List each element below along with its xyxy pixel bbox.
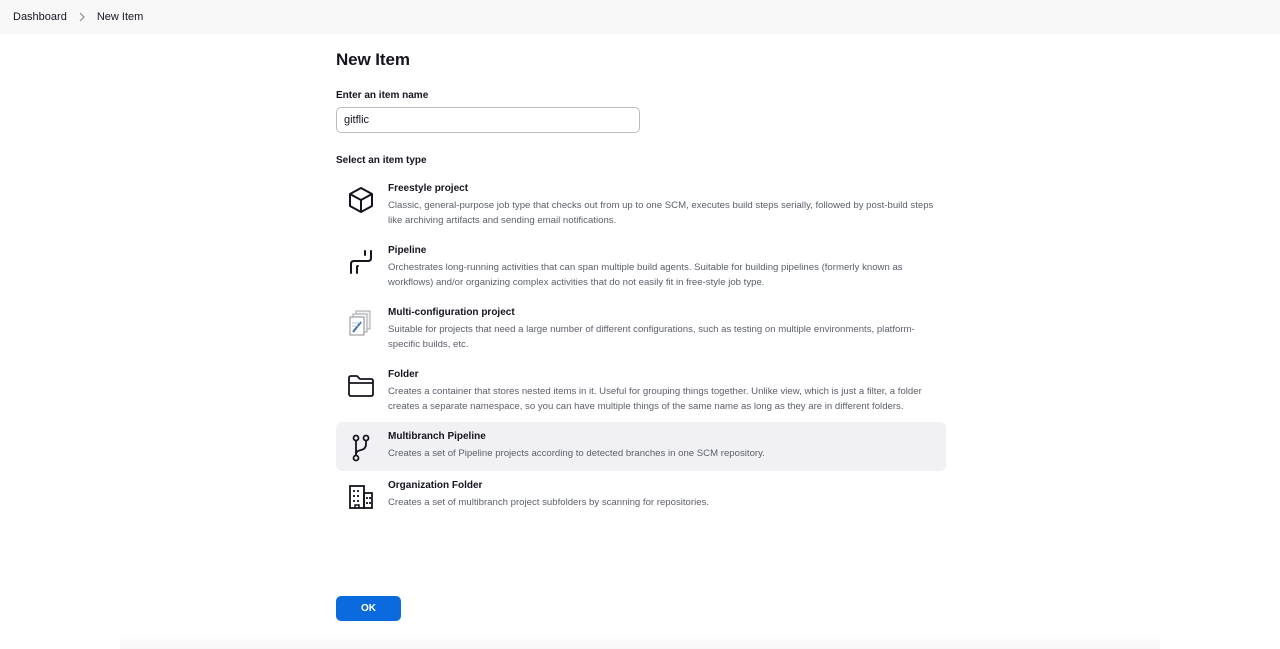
new-item-form — [336, 34, 946, 520]
breadcrumb-dashboard[interactable]: Dashboard — [13, 11, 67, 23]
multi-config-icon — [346, 309, 376, 339]
item-type-description: Classic, general-purpose job type that checks out from up to one SCM, executes build steps serially, followed by post-build steps like archiving artifacts and sending email notifications. — [388, 200, 934, 226]
chevron-right-icon — [77, 12, 87, 22]
item-type-multi-configuration[interactable] — [336, 298, 946, 360]
item-name-label: Enter an item name — [336, 90, 429, 101]
breadcrumb-bar — [0, 0, 1280, 34]
item-type-description: Creates a set of multibranch project subfolders by scanning for repositories. — [388, 497, 710, 508]
item-type-name: Folder — [388, 369, 419, 380]
item-type-organization-folder[interactable] — [336, 471, 946, 520]
item-type-description: Creates a set of Pipeline projects according to detected branches in one SCM repository. — [388, 448, 765, 459]
cube-icon — [346, 185, 376, 215]
item-type-name: Freestyle project — [388, 183, 469, 194]
item-type-description: Creates a container that stores nested items in it. Useful for grouping things together. Unlike view, which is just a filter, a folder creates a separate namespace, so you can have multiple things of the same name as long as they are in different folders. — [388, 386, 922, 412]
item-type-description: Orchestrates long-running activities that can span multiple build agents. Suitable for building pipelines (formerly known as workflows) and/or organizing complex activities that do not easily fit in free-style job type. — [388, 262, 903, 288]
footer-shadow — [120, 634, 1160, 649]
item-type-description: Suitable for projects that need a large number of different configurations, such as testing on multiple environments, platform-specific builds, etc. — [388, 324, 915, 350]
item-type-name: Pipeline — [388, 245, 427, 256]
item-type-name: Organization Folder — [388, 480, 483, 491]
ok-button[interactable]: OK — [336, 596, 401, 621]
building-icon — [346, 482, 376, 512]
item-type-pipeline[interactable] — [336, 236, 946, 298]
item-type-list — [336, 174, 946, 520]
item-type-name: Multi-configuration project — [388, 307, 515, 318]
page-title: New Item — [336, 50, 410, 69]
item-type-multibranch-pipeline[interactable] — [336, 422, 946, 471]
breadcrumb-new-item[interactable]: New Item — [96, 11, 144, 23]
item-type-freestyle[interactable] — [336, 174, 946, 236]
item-type-name: Multibranch Pipeline — [388, 431, 486, 442]
folder-icon — [346, 371, 376, 401]
branch-icon — [346, 433, 376, 463]
pipeline-icon — [346, 247, 376, 277]
item-type-label: Select an item type — [336, 155, 427, 166]
item-name-input[interactable] — [336, 107, 640, 133]
item-type-folder[interactable] — [336, 360, 946, 422]
